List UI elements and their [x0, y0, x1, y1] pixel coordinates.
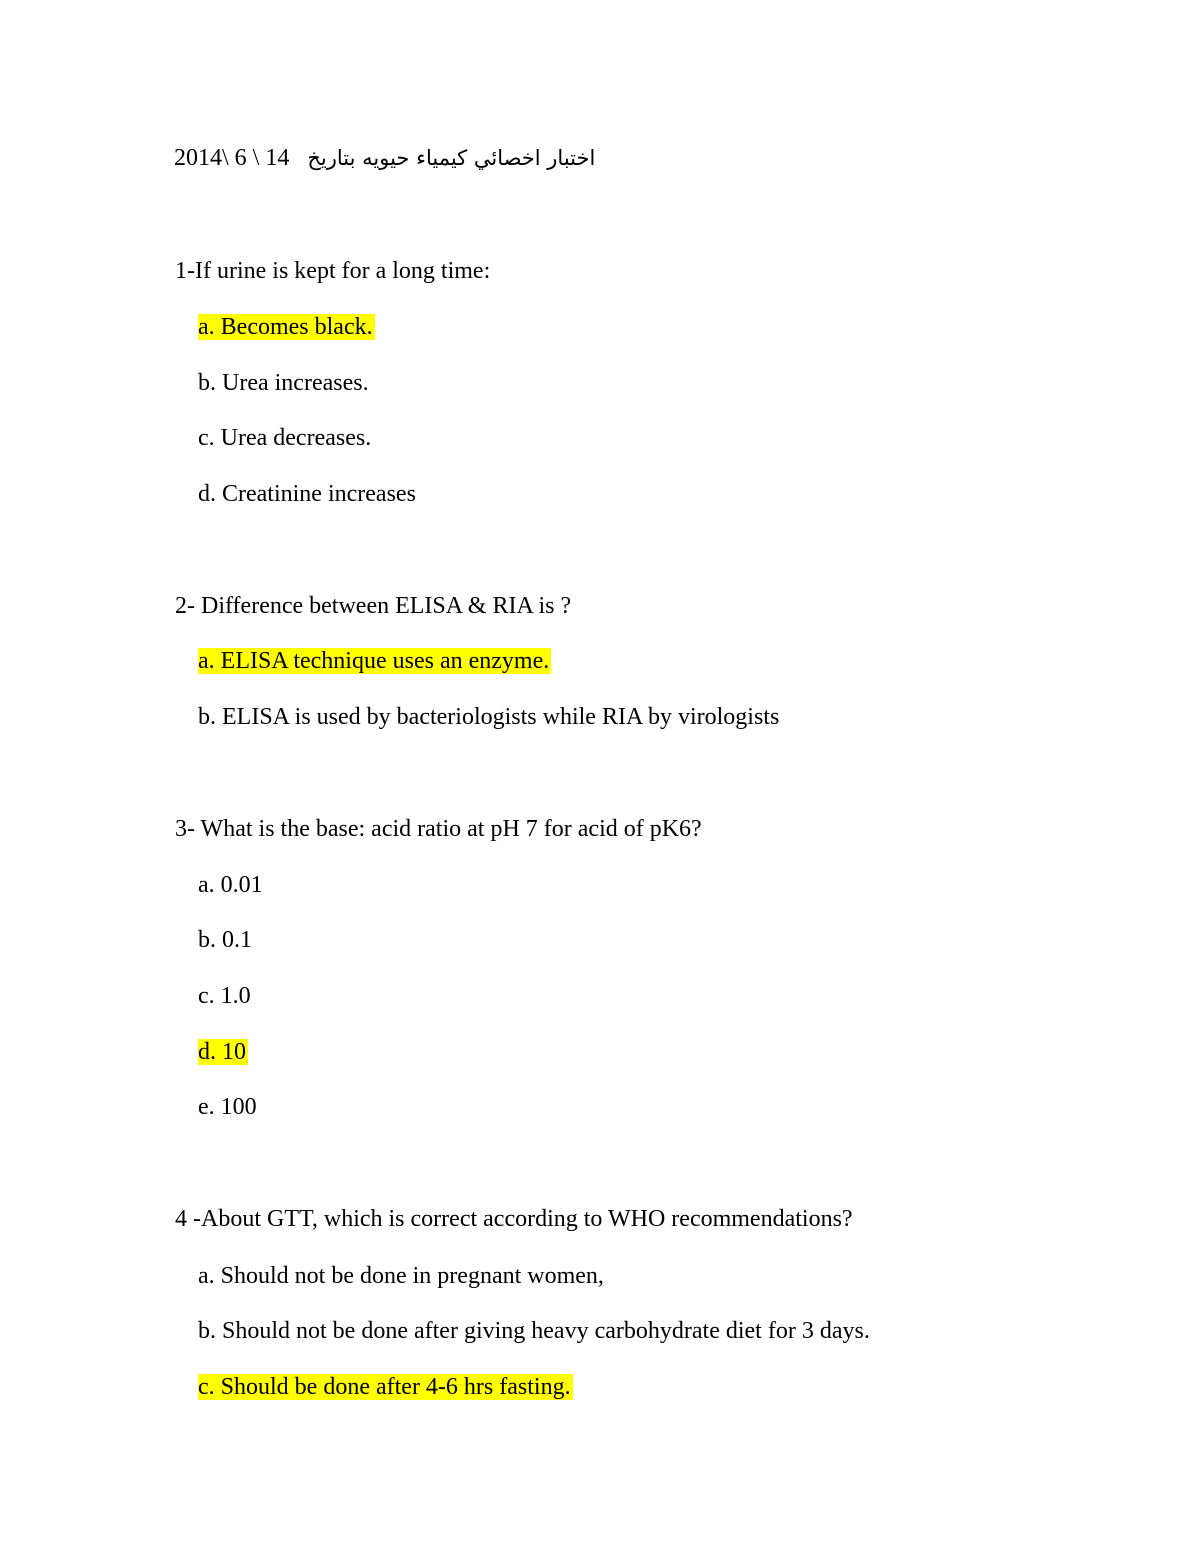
answer-highlight: a. ELISA technique uses an enzyme. [198, 648, 550, 674]
question-3-option-c: c. 1.0 [198, 983, 251, 1009]
question-3-option-d [198, 1035, 248, 1069]
question-1-option-a [198, 310, 375, 344]
question-4-option-b: b. Should not be done after giving heavy carbohydrate diet for 3 days. [198, 1318, 870, 1344]
question-1: 1-If urine is kept for a long time: [175, 258, 491, 284]
title-date: 2014\ 6 \ 14 [174, 145, 290, 171]
answer-highlight: d. 10 [198, 1039, 246, 1065]
page-title [174, 141, 644, 175]
question-1-option-d: d. Creatinine increases [198, 481, 416, 507]
question-3-option-e: e. 100 [198, 1094, 257, 1120]
question-3: 3- What is the base: acid ratio at pH 7 for acid of pK6? [175, 816, 702, 842]
question-4: 4 -About GTT, which is correct according to WHO recommendations? [175, 1206, 853, 1232]
question-2-option-a [198, 644, 551, 678]
answer-highlight: a. Becomes black. [198, 314, 373, 340]
question-1-option-c: c. Urea decreases. [198, 425, 372, 451]
question-3-option-a: a. 0.01 [198, 872, 263, 898]
answer-highlight: c. Should be done after 4-6 hrs fasting. [198, 1374, 571, 1400]
question-2-option-b: b. ELISA is used by bacteriologists while RIA by virologists [198, 704, 780, 730]
question-1-option-b: b. Urea increases. [198, 370, 369, 396]
title-arabic: اختبار اخصائي كيمياء حيويه بتاريخ [307, 146, 596, 170]
question-3-option-b: b. 0.1 [198, 927, 252, 953]
question-2: 2- Difference between ELISA & RIA is ? [175, 593, 572, 619]
question-4-option-a: a. Should not be done in pregnant women, [198, 1263, 604, 1289]
question-4-option-c [198, 1370, 573, 1404]
